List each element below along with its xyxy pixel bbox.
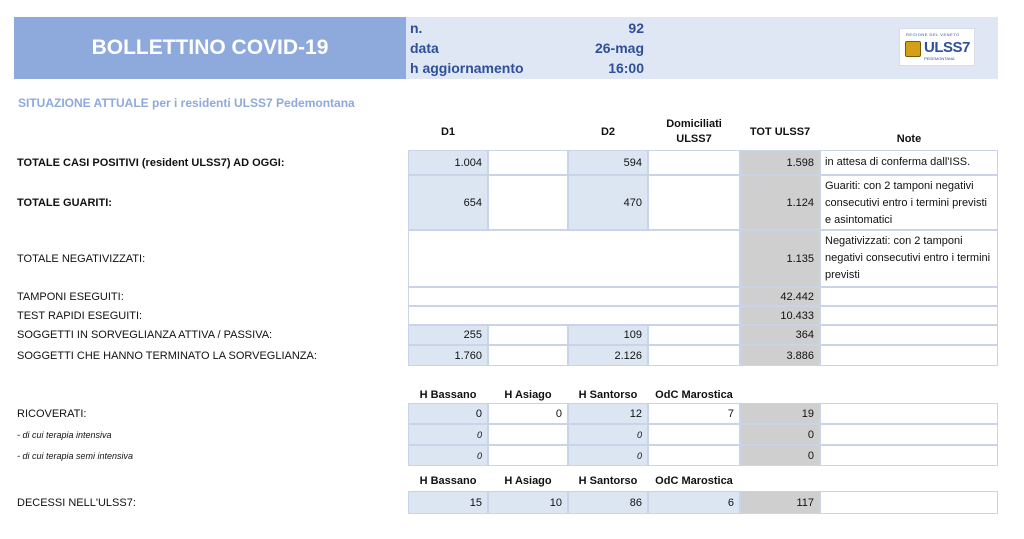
row-label-negativizzati: TOTALE NEGATIVIZZATI: <box>17 252 146 265</box>
cell-guariti-tot: 1.124 <box>740 175 820 230</box>
cell-ricoverati-note <box>820 403 998 424</box>
cell-ti-santorso: 0 <box>568 424 648 445</box>
cell-decessi-note <box>820 491 998 514</box>
row-label-sorveglianza: SOGGETTI IN SORVEGLIANZA ATTIVA / PASSIVA: <box>17 329 273 341</box>
row-label-guariti: TOTALE GUARITI: <box>17 196 112 209</box>
cell-ricoverati-asiago: 0 <box>488 403 568 424</box>
cell-tamponi-tot: 42.442 <box>740 287 820 306</box>
cell-positivi-tot: 1.598 <box>740 150 820 175</box>
row-label-decessi: DECESSI NELL'ULSS7: <box>17 496 136 509</box>
cell-test-rapidi-note <box>820 306 998 325</box>
row-label-terapia-semi-intensiva: - di cui terapia semi intensiva <box>17 450 134 461</box>
cell-terminato-tot: 3.886 <box>740 345 820 366</box>
cell-test-rapidi-tot: 10.433 <box>740 306 820 325</box>
cell-positivi-domiciliati <box>648 150 740 175</box>
cell-terminato-d2: 2.126 <box>568 345 648 366</box>
cell-tsi-bassano: 0 <box>408 445 488 466</box>
cell-ricoverati-tot: 19 <box>740 403 820 424</box>
hosp-header-asiago: H Asiago <box>504 389 552 401</box>
cell-sorveglianza-empty <box>488 325 568 345</box>
update-value: 16:00 <box>608 60 644 76</box>
cell-tsi-santorso: 0 <box>568 445 648 466</box>
cell-tsi-asiago <box>488 445 568 466</box>
cell-terminato-domiciliati <box>648 345 740 366</box>
cell-positivi-empty <box>488 150 568 175</box>
cell-tsi-tot: 0 <box>740 445 820 466</box>
cell-terminato-note <box>820 345 998 366</box>
cell-terminato-empty <box>488 345 568 366</box>
row-label-positivi: TOTALE CASI POSITIVI (resident ULSS7) AD OGGI: <box>17 156 285 169</box>
cell-decessi-santorso: 86 <box>568 491 648 514</box>
row-label-tamponi: TAMPONI ESEGUITI: <box>17 290 124 303</box>
update-label: h aggiornamento <box>410 60 524 76</box>
col-header-d2: D2 <box>600 126 616 138</box>
cell-decessi-bassano: 15 <box>408 491 488 514</box>
cell-ricoverati-bassano: 0 <box>408 403 488 424</box>
col-header-d1: D1 <box>440 126 456 138</box>
death-header-marostica: OdC Marostica <box>655 475 733 487</box>
cell-ricoverati-santorso: 12 <box>568 403 648 424</box>
death-header-santorso: H Santorso <box>578 475 638 487</box>
cell-sorveglianza-note <box>820 325 998 345</box>
death-header-asiago: H Asiago <box>504 475 552 487</box>
cell-sorveglianza-d1: 255 <box>408 325 488 345</box>
cell-ti-asiago <box>488 424 568 445</box>
cell-negativizzati-note: Negativizzati: con 2 tamponi negativi consecutivi entro i termini previsti <box>820 230 998 287</box>
cell-test-rapidi-empty <box>408 306 740 325</box>
cell-tamponi-empty <box>408 287 740 306</box>
cell-negativizzati-tot: 1.135 <box>740 230 820 287</box>
col-header-note: Note <box>896 133 922 145</box>
cell-positivi-d2: 594 <box>568 150 648 175</box>
cell-decessi-asiago: 10 <box>488 491 568 514</box>
row-label-ricoverati: RICOVERATI: <box>17 407 87 420</box>
cell-tsi-marostica <box>648 445 740 466</box>
cell-sorveglianza-tot: 364 <box>740 325 820 345</box>
hosp-header-marostica: OdC Marostica <box>655 389 733 401</box>
row-label-terapia-intensiva: - di cui terapia intensiva <box>17 429 112 440</box>
hosp-header-bassano: H Bassano <box>419 389 477 401</box>
cell-guariti-note: Guariti: con 2 tamponi negativi consecutivi entro i termini previsti e asintomatici <box>820 175 998 230</box>
hosp-header-santorso: H Santorso <box>578 389 638 401</box>
cell-terminato-d1: 1.760 <box>408 345 488 366</box>
date-value: 26-mag <box>594 40 644 56</box>
date-label: data <box>410 40 439 56</box>
cell-ti-bassano: 0 <box>408 424 488 445</box>
cell-positivi-d1: 1.004 <box>408 150 488 175</box>
cell-guariti-d1: 654 <box>408 175 488 230</box>
cell-positivi-note: in attesa di conferma dall'ISS. <box>820 150 998 175</box>
col-header-domiciliati: Domiciliati ULSS7 <box>666 118 722 145</box>
cell-tamponi-note <box>820 287 998 306</box>
cell-decessi-tot: 117 <box>740 491 820 514</box>
cell-guariti-d2: 470 <box>568 175 648 230</box>
logo-name: ULSS7 <box>924 39 970 56</box>
section-subtitle: SITUAZIONE ATTUALE per i residenti ULSS7 Pedemontana <box>18 96 355 110</box>
ulss7-logo <box>899 28 975 66</box>
number-label: n. <box>410 20 423 36</box>
number-value: 92 <box>628 20 644 36</box>
cell-guariti-empty <box>488 175 568 230</box>
cell-sorveglianza-domiciliati <box>648 325 740 345</box>
cell-decessi-marostica: 6 <box>648 491 740 514</box>
cell-tsi-note <box>820 445 998 466</box>
bulletin-title: BOLLETTINO COVID-19 <box>14 17 406 79</box>
cell-ti-tot: 0 <box>740 424 820 445</box>
cell-guariti-domiciliati <box>648 175 740 230</box>
row-label-test-rapidi: TEST RAPIDI ESEGUITI: <box>17 309 143 322</box>
cell-ricoverati-marostica: 7 <box>648 403 740 424</box>
logo-region-text: REGIONE DEL VENETO <box>906 32 960 37</box>
cell-ti-marostica <box>648 424 740 445</box>
cell-negativizzati-empty <box>408 230 740 287</box>
cell-sorveglianza-d2: 109 <box>568 325 648 345</box>
cell-ti-note <box>820 424 998 445</box>
death-header-bassano: H Bassano <box>419 475 477 487</box>
region-emblem-icon <box>905 41 921 57</box>
row-label-terminato: SOGGETTI CHE HANNO TERMINATO LA SORVEGLIANZA: <box>17 349 317 362</box>
logo-subtext: PEDEMONTANA <box>924 56 955 61</box>
col-header-tot: TOT ULSS7 <box>749 126 811 138</box>
